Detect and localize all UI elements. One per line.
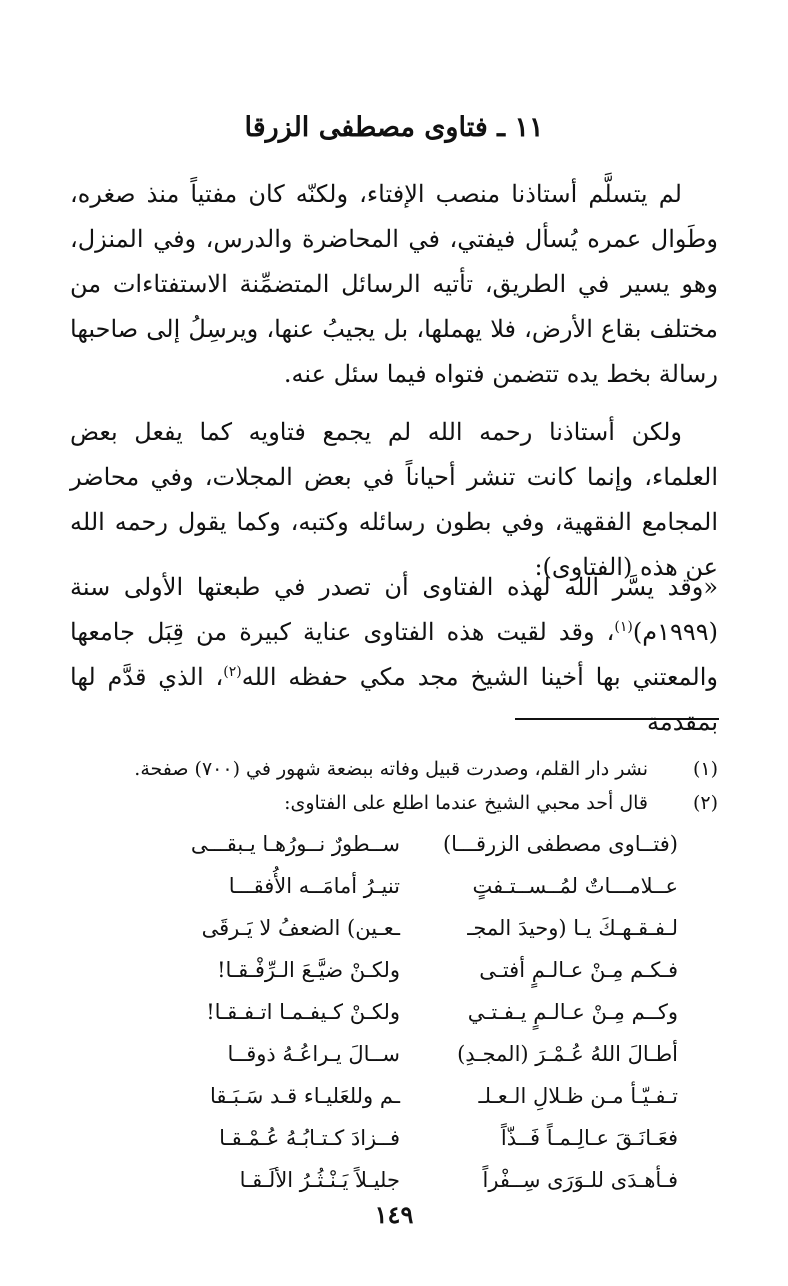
paragraph-1 (70, 172, 718, 397)
page-number: ١٤٩ (374, 1200, 414, 1229)
poem-verse (150, 1000, 678, 1042)
footnote-2-text: قال أحد محبي الشيخ عندما اطلع على الفتاوى: (284, 792, 648, 814)
footnote-1-number: (١) (692, 758, 718, 780)
verse-first-half: فعَـانَـقَ عـالِـمـاً فَــذّاً (500, 1126, 678, 1150)
quote-part-2: ، وقد لقيت هذه الفتاوى عناية كبيرة من قِبَل جامعها والمعتني بها أخينا الشيخ مجد مكي حفظه الله (70, 618, 718, 691)
verse-second-half: ـعـين) الضعفُ لا يَـرقَى (201, 916, 400, 940)
verse-first-half: عــلامـــاتٌ لمُــســتـفتٍ (472, 874, 678, 898)
section-title: ١١ ـ فتاوى مصطفى الزرقا (244, 112, 544, 143)
footnote-ref-2[interactable]: (٢) (223, 664, 242, 680)
footnote-2-number: (٢) (692, 792, 718, 814)
poem-verse (150, 958, 678, 1000)
verse-first-half: لـفـقـهـكَ يـا (وحيدَ المجـ (467, 916, 678, 940)
quote-part-1: «وقد يسَّر الله لهذه الفتاوى أن تصدر في طبعتها الأولى سنة (١٩٩٩م) (70, 573, 718, 646)
verse-first-half: فـكـم مِـنْ عـالـمٍ أفتـى (479, 958, 678, 982)
footnote-1-text: نشر دار القلم، وصدرت قبيل وفاته ببضعة شهور في (٧٠٠) صفحة. (134, 758, 648, 780)
verse-first-half: تـفـيّـأ مـن ظـلالِ الـعـلـ (478, 1084, 678, 1108)
verse-second-half: فــزادَ كـتـابُـهُ عُـمْـقـا (219, 1126, 400, 1150)
verse-second-half: جليـلاً يَـنْـثُـرُ الألَـقـا (239, 1168, 400, 1192)
poem-verse (150, 1126, 678, 1168)
verse-second-half: ـم وللعَليـاء قـد سَـبَـقا (210, 1084, 400, 1108)
quote-part-3: ، الذي قدَّم لها بمقدمة (70, 663, 718, 736)
poem-verse (150, 874, 678, 916)
footnote-ref-1[interactable]: (١) (614, 619, 633, 635)
paragraph-1-text: لم يتسلَّم أستاذنا منصب الإفتاء، ولكنّه كان مفتياً منذ صغره، وطَوال عمره يُسأل فيفتي، في المحاضرة والدرس، وفي المنزل، وهو يسير في الطريق، تأتيه الرسائل المتضمِّنة الاستفتاءات من مختلف بقاع الأرض، فلا يهملها، بل يجيبُ عنها، ويرسِلُ إلى صاحبها رسالة بخط يده تتضمن فتواه فيما سئل عنه. (70, 180, 718, 388)
poem-verse (150, 832, 678, 874)
verse-second-half: تنيـرُ أمامَــه الأُفقـــا (228, 874, 400, 898)
paragraph-2 (70, 410, 718, 590)
verse-second-half: ســالَ يـراعُـهُ ذوقــا (227, 1042, 400, 1066)
verse-second-half: ولكـنْ كـيفـمـا اتـفـقـا! (206, 1000, 400, 1024)
poem-verse (150, 916, 678, 958)
poem-verse (150, 1042, 678, 1084)
verse-second-half: ولكـنْ ضيَّـعَ الـرِّفْـقـا! (217, 958, 400, 982)
footnote-1 (70, 752, 718, 786)
footnotes (70, 752, 718, 820)
verse-first-half: (فتــاوى مصطفى الزرقـــا) (442, 832, 678, 856)
verse-first-half: وكــم مِـنْ عـالـمٍ يـفـتـي (467, 1000, 678, 1024)
footnote-2 (70, 786, 718, 820)
verse-second-half: ســطورٌ نــورُهـا يـبقـــى (190, 832, 400, 856)
verse-first-half: فـأهـدَى للـوَرَى سِــفْراً (482, 1168, 678, 1192)
verse-first-half: أطـالَ اللهُ عُـمْـرَ (المجـدِ) (457, 1042, 678, 1066)
footnote-divider (515, 718, 719, 720)
poem-verse (150, 1084, 678, 1126)
poem (150, 832, 678, 1210)
paragraph-2-text: ولكن أستاذنا رحمه الله لم يجمع فتاويه كما يفعل بعض العلماء، وإنما كانت تنشر أحياناً في بعض المجلات، وفي محاضر المجامع الفقهية، وفي بطون رسائله وكتبه، وكما يقول رحمه الله عن هذه (الفتاوى): (70, 418, 718, 581)
